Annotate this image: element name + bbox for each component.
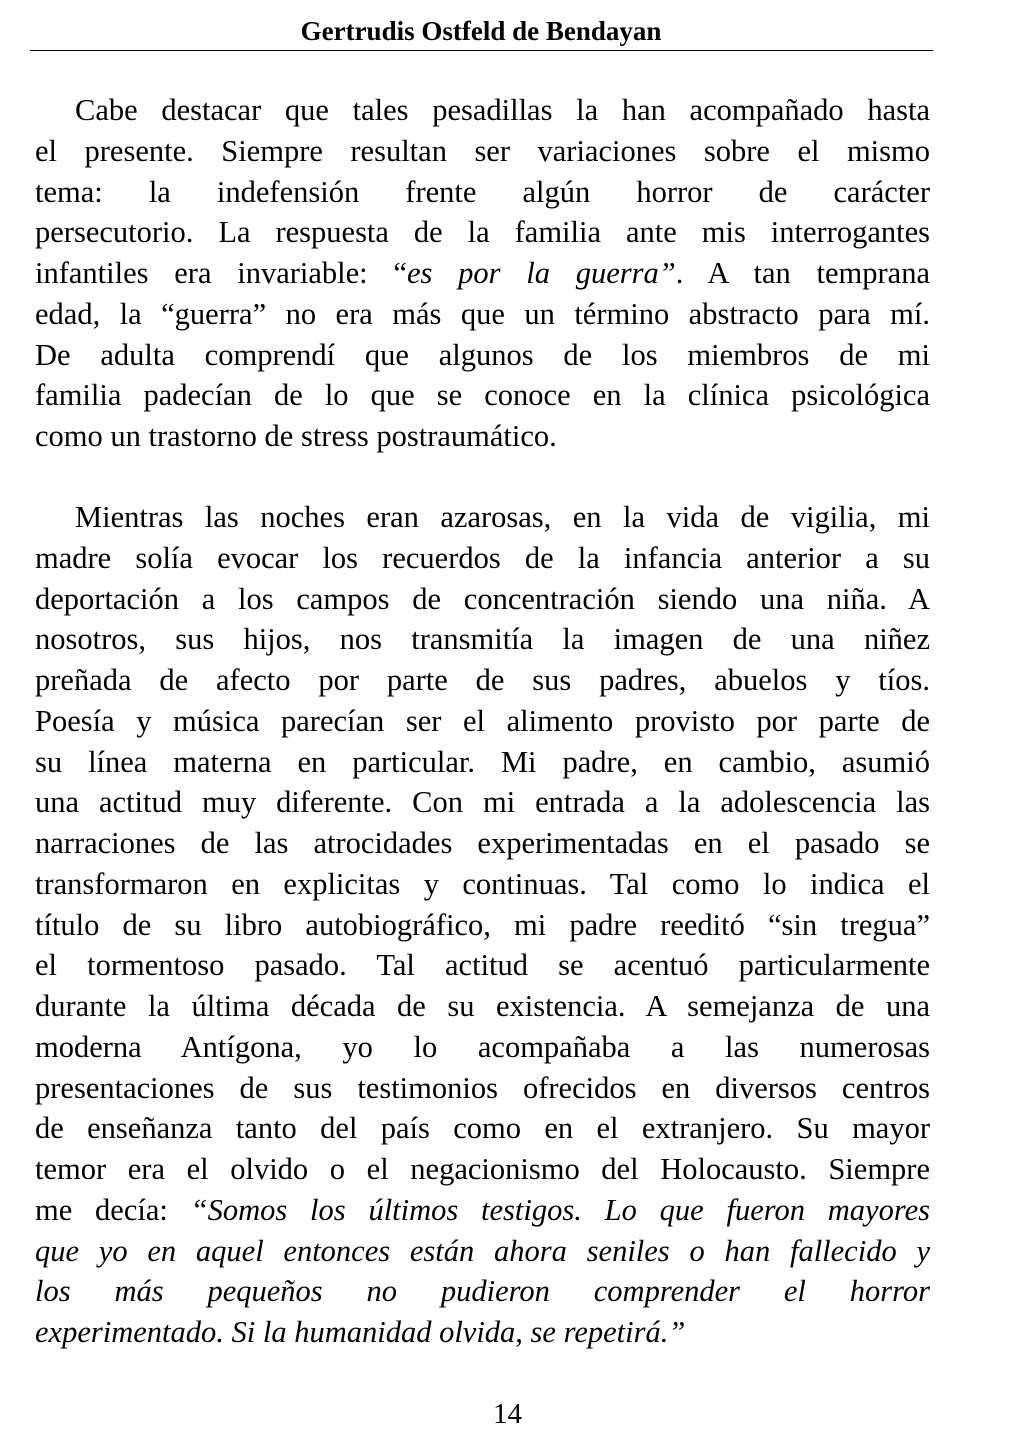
paragraph-1 <box>35 90 930 457</box>
text-line <box>35 1231 930 1272</box>
text-segment: deportación a los campos de concentración siendo una niña. A <box>35 581 930 616</box>
running-header: Gertrudis Ostfeld de Bendayan <box>300 16 662 46</box>
italic-text: que yo en aquel entonces están ahora seniles o han fallecido y <box>35 1233 930 1268</box>
text-line <box>35 823 930 864</box>
text-segment: transformaron en explicitas y continuas. Tal como lo indica el <box>35 866 930 901</box>
text-segment: madre solía evocar los recuerdos de la infancia anterior a su <box>35 540 930 575</box>
text-segment: tema: la indefensión frente algún horror de carácter <box>35 174 930 209</box>
italic-text: los más pequeños no pudieron comprender el horror <box>35 1274 930 1309</box>
text-segment: durante la última década de su existencia. A semejanza de una <box>35 989 930 1023</box>
text-line <box>35 619 930 660</box>
text-segment: preñada de afecto por parte de sus padres, abuelos y tíos. <box>35 663 930 697</box>
text-line <box>35 253 930 294</box>
text-segment: Cabe destacar que tales pesadillas la han acompañado hasta <box>75 93 930 127</box>
text-segment: temor era el olvido o el negacionismo del Holocausto. Siempre <box>35 1152 930 1186</box>
italic-text: “Somos los últimos testigos. Lo que fueron mayores <box>190 1192 930 1227</box>
italic-text: experimentado. Si la humanidad olvida, se repetirá.” <box>35 1315 686 1349</box>
text-line <box>35 416 930 457</box>
text-line <box>35 782 930 823</box>
text-line <box>35 212 930 253</box>
text-segment: una actitud muy diferente. Con mi entrada a la adolescencia las <box>35 785 930 820</box>
text-segment: De adulta comprendí que algunos de los miembros de mi <box>35 337 930 372</box>
text-segment: moderna Antígona, yo lo acompañaba a las numerosas <box>35 1029 930 1064</box>
text-segment: Mientras las noches eran azarosas, en la vida de vigilia, mi <box>75 500 930 534</box>
text-line <box>35 172 930 213</box>
text-segment: . A tan temprana <box>675 256 930 290</box>
text-line <box>35 864 930 905</box>
paragraph-2 <box>35 497 930 1353</box>
page-number: 14 <box>493 1398 522 1430</box>
text-line <box>35 1312 930 1353</box>
text-line <box>35 497 930 538</box>
text-segment: el presente. Siempre resultan ser variaciones sobre el mismo <box>35 133 930 168</box>
text-segment: como un trastorno de stress postraumático. <box>35 419 557 453</box>
text-line <box>35 1027 930 1068</box>
text-segment: nosotros, sus hijos, nos transmitía la imagen de una niñez <box>35 622 930 657</box>
text-line <box>35 1108 930 1149</box>
text-line <box>35 1271 930 1312</box>
text-line <box>35 1190 930 1231</box>
text-segment: título de su libro autobiográfico, mi padre reeditó “sin tregua” <box>35 907 930 942</box>
text-line <box>35 986 930 1027</box>
text-segment: edad, la “guerra” no era más que un término abstracto para mí. <box>35 296 930 331</box>
text-line <box>35 905 930 946</box>
text-line <box>35 701 930 742</box>
text-line <box>35 945 930 986</box>
text-line <box>35 538 930 579</box>
text-segment: su línea materna en particular. Mi padre, en cambio, asumió <box>35 744 930 779</box>
text-line <box>35 335 930 376</box>
text-segment: me decía: <box>35 1192 191 1227</box>
text-segment: presentaciones de sus testimonios ofrecidos en diversos centros <box>35 1070 930 1105</box>
text-line <box>35 742 930 783</box>
text-line <box>35 660 930 701</box>
italic-text: es por la guerra” <box>406 256 676 290</box>
text-segment: Poesía y música parecían ser el alimento provisto por parte de <box>35 703 930 738</box>
text-line <box>35 90 930 131</box>
text-segment: de enseñanza tanto del país como en el extranjero. Su mayor <box>35 1111 930 1146</box>
text-segment: el tormentoso pasado. Tal actitud se acentuó particularmente <box>35 948 930 983</box>
text-line <box>35 1068 930 1109</box>
header-rule <box>30 50 933 51</box>
text-segment: familia padecían de lo que se conoce en la clínica psicológica <box>35 378 930 413</box>
text-line <box>35 1149 930 1190</box>
text-segment: infantiles era invariable: “ <box>35 256 407 290</box>
text-segment: narraciones de las atrocidades experimentadas en el pasado se <box>35 826 930 860</box>
text-line <box>35 294 930 335</box>
text-line <box>35 375 930 416</box>
text-segment: persecutorio. La respuesta de la familia ante mis interrogantes <box>35 215 930 250</box>
text-line <box>35 131 930 172</box>
text-line <box>35 579 930 620</box>
